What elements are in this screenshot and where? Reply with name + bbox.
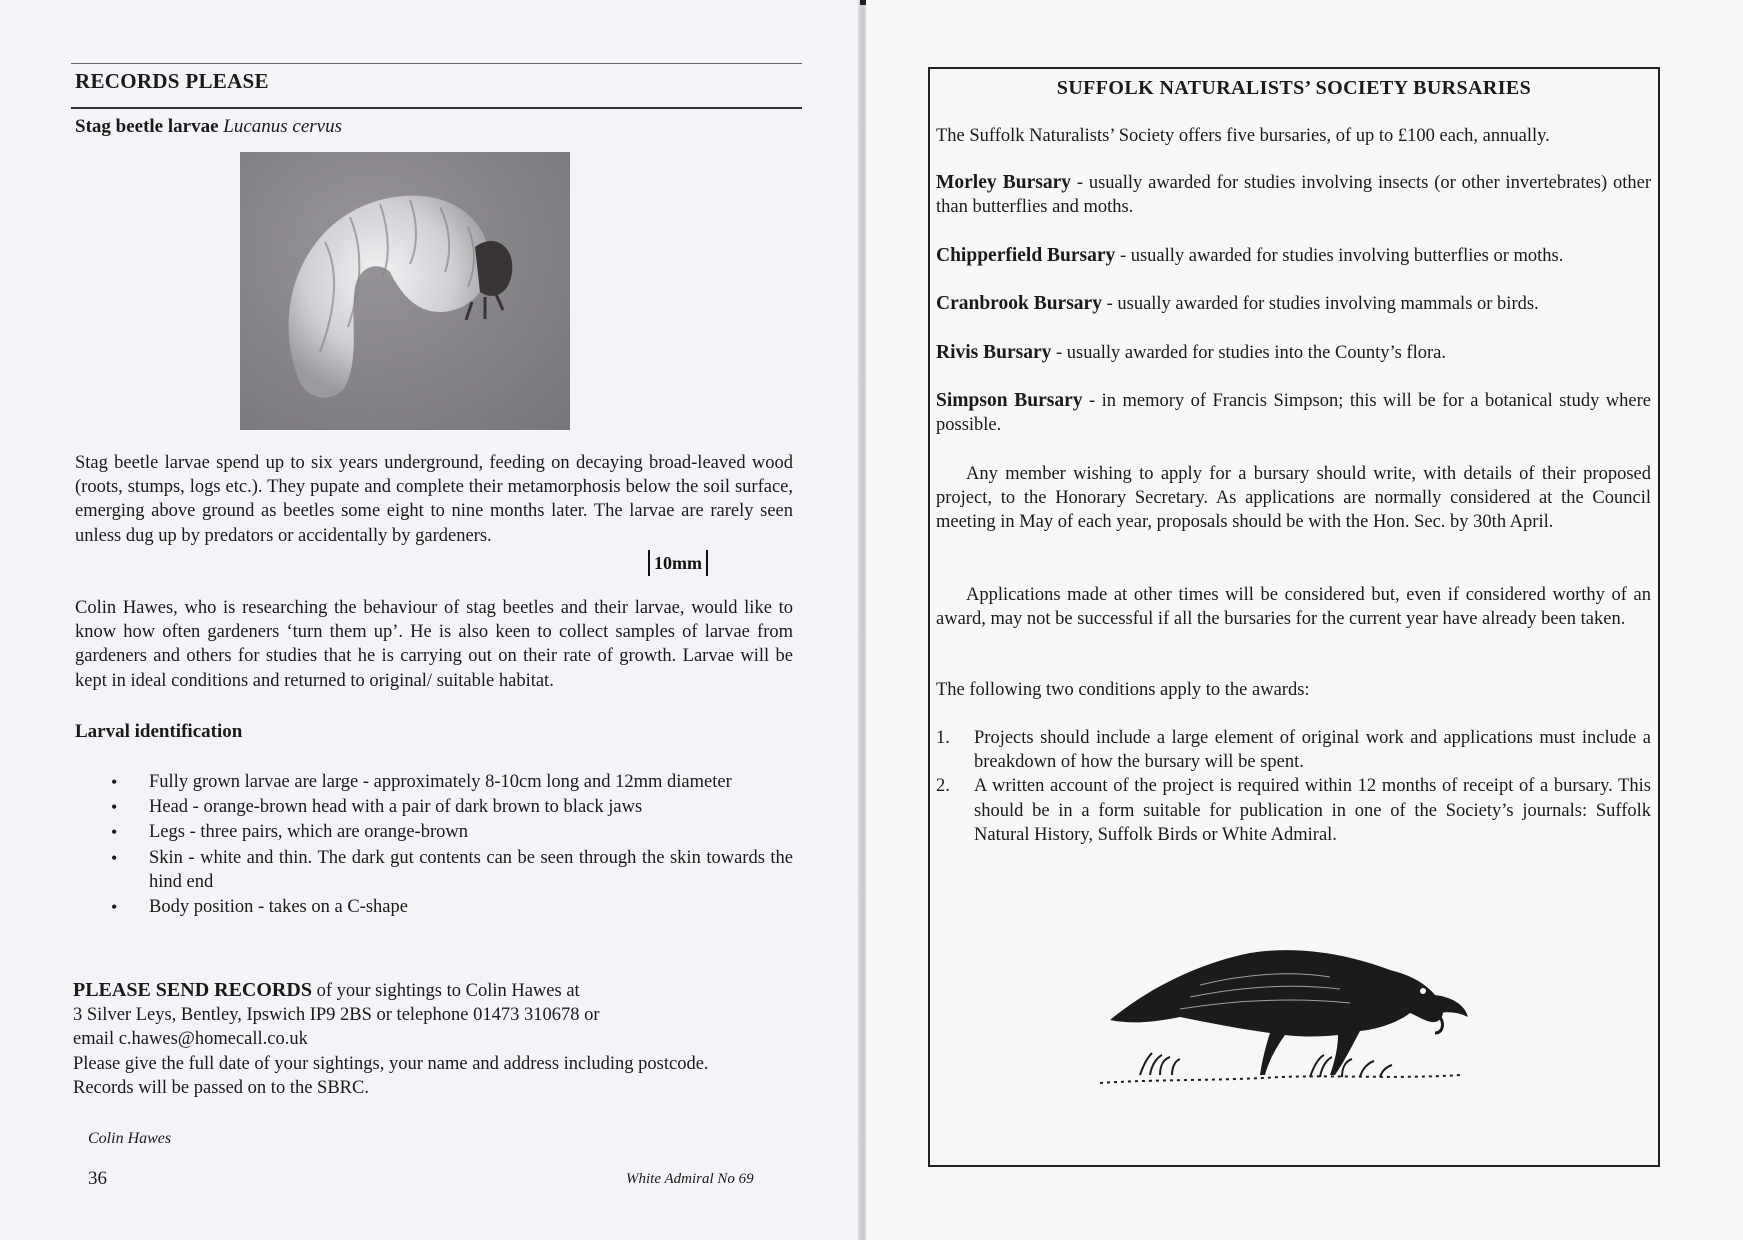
page-number: 36 <box>88 1168 107 1189</box>
left-page <box>0 0 860 1240</box>
paragraph-research-request: Colin Hawes, who is researching the behaviour of stag beetles and their larvae, would like to know how often gardeners ‘turn them up’. He is also keen to collect samples of larvae from gardeners and others for studies that he is carrying out on their rate of growth. Larvae will be kept in ideal conditions and returned to original/ suitable habitat. <box>75 598 793 691</box>
bursary-desc: - usually awarded for studies involving mammals or birds. <box>1101 294 1539 314</box>
bursary-name: Morley Bursary <box>936 172 1071 193</box>
bursary-desc: - usually awarded for studies involving insects (or other invertebrates) other than butterflies and moths. <box>936 173 1652 218</box>
list-item: • Legs - three pairs, which are orange-brown <box>75 820 793 844</box>
email-line[interactable]: email c.hawes@homecall.co.uk <box>73 1029 308 1050</box>
bursaries-title: SUFFOLK NATURALISTS’ SOCIETY BURSARIES <box>1056 77 1532 99</box>
subtitle-latin-name: Lucanus cervus <box>223 116 342 137</box>
conditions-list <box>936 726 1651 847</box>
other-times-paragraph: Applications made at other times will be considered but, even if considered worthy of an award, may not be successful if all the bursaries for the current year have already been taken. <box>936 585 1651 630</box>
bursary-chipperfield <box>936 244 1651 268</box>
condition-number: 1. <box>936 728 950 748</box>
bursary-cranbrook <box>936 292 1651 316</box>
larva-illustration-icon <box>240 152 570 430</box>
bursaries-box <box>928 67 1660 1167</box>
subtitle-common-name: Stag beetle larvae <box>75 116 219 137</box>
apply-paragraph: Any member wishing to apply for a bursary should write, with details of their proposed project, to the Honorary Secretary. As applications are normally considered at the Council meeting in May of each year, proposals should be with the Hon. Sec. by 30th April. <box>936 464 1651 533</box>
condition-text: Projects should include a large element of original work and applications must include a breakdown of how the bursary will be spent. <box>974 728 1651 773</box>
section-heading: RECORDS PLEASE <box>75 69 269 93</box>
bursary-name: Chipperfield Bursary <box>936 245 1116 266</box>
list-item: • Fully grown larvae are large - approximately 8-10cm long and 12mm diameter <box>75 770 793 794</box>
conditions-intro: The following two conditions apply to the awards: <box>936 680 1310 700</box>
identification-heading: Larval identification <box>75 721 243 742</box>
header-rule-bottom <box>71 107 802 109</box>
bursary-desc: - in memory of Francis Simpson; this will be for a botanical study where possible. <box>936 391 1651 436</box>
author-name: Colin Hawes <box>88 1130 172 1147</box>
bursary-desc: - usually awarded for studies involving butterflies or moths. <box>1115 246 1564 266</box>
article-subtitle <box>75 116 342 138</box>
list-item: • Body position - takes on a C-shape <box>75 895 793 919</box>
bursary-name: Rivis Bursary <box>936 342 1052 363</box>
date-instruction: Please give the full date of your sightings, your name and address including postcode. <box>73 1053 709 1074</box>
bursary-morley <box>936 171 1651 219</box>
list-item: • Skin - white and thin. The dark gut contents can be seen through the skin towards the hind end <box>75 846 793 894</box>
list-item <box>936 774 1651 847</box>
list-item: • Head - orange-brown head with a pair of dark brown to black jaws <box>75 795 793 819</box>
send-records-label: PLEASE SEND RECORDS <box>73 979 312 1001</box>
sbrc-line: Records will be passed on to the SBRC. <box>73 1077 369 1098</box>
bursaries-intro: The Suffolk Naturalists’ Society offers five bursaries, of up to £100 each, annually. <box>936 126 1550 146</box>
identification-list <box>75 770 793 920</box>
bursary-desc: - usually awarded for studies into the County’s flora. <box>1051 343 1446 363</box>
send-records-text: of your sightings to Colin Hawes at <box>311 981 580 1001</box>
condition-number: 2. <box>936 776 950 797</box>
bursary-name: Simpson Bursary <box>936 390 1083 411</box>
address-line: 3 Silver Leys, Bentley, Ipswich IP9 2BS or telephone 01473 310678 or <box>73 1005 600 1026</box>
condition-text: A written account of the project is required within 12 months of receipt of a bursary. This should be in a form suitable for publication in one of the Society’s journals: Suffolk Natural History, Suffolk Birds or White Admiral. <box>974 776 1651 845</box>
paragraph-larvae-life: Stag beetle larvae spend up to six years underground, feeding on decaying broad-leaved wood (roots, stumps, logs etc.). They pupate and complete their metamorphosis below the soil surface, emerging above ground as beetles some eight to nine months later. The larvae are rarely seen unless dug up by predators or accidentally by gardeners. <box>75 453 793 546</box>
list-item <box>936 726 1651 774</box>
send-records-block <box>73 978 793 1100</box>
crow-illustration-icon <box>1080 925 1480 1105</box>
bursary-name: Cranbrook Bursary <box>936 293 1102 314</box>
bursary-simpson <box>936 389 1651 437</box>
scale-bar: 10mm <box>648 550 708 576</box>
header-rule-top <box>71 63 802 64</box>
bursary-rivis <box>936 341 1651 365</box>
journal-footer: White Admiral No 69 <box>626 1171 754 1187</box>
